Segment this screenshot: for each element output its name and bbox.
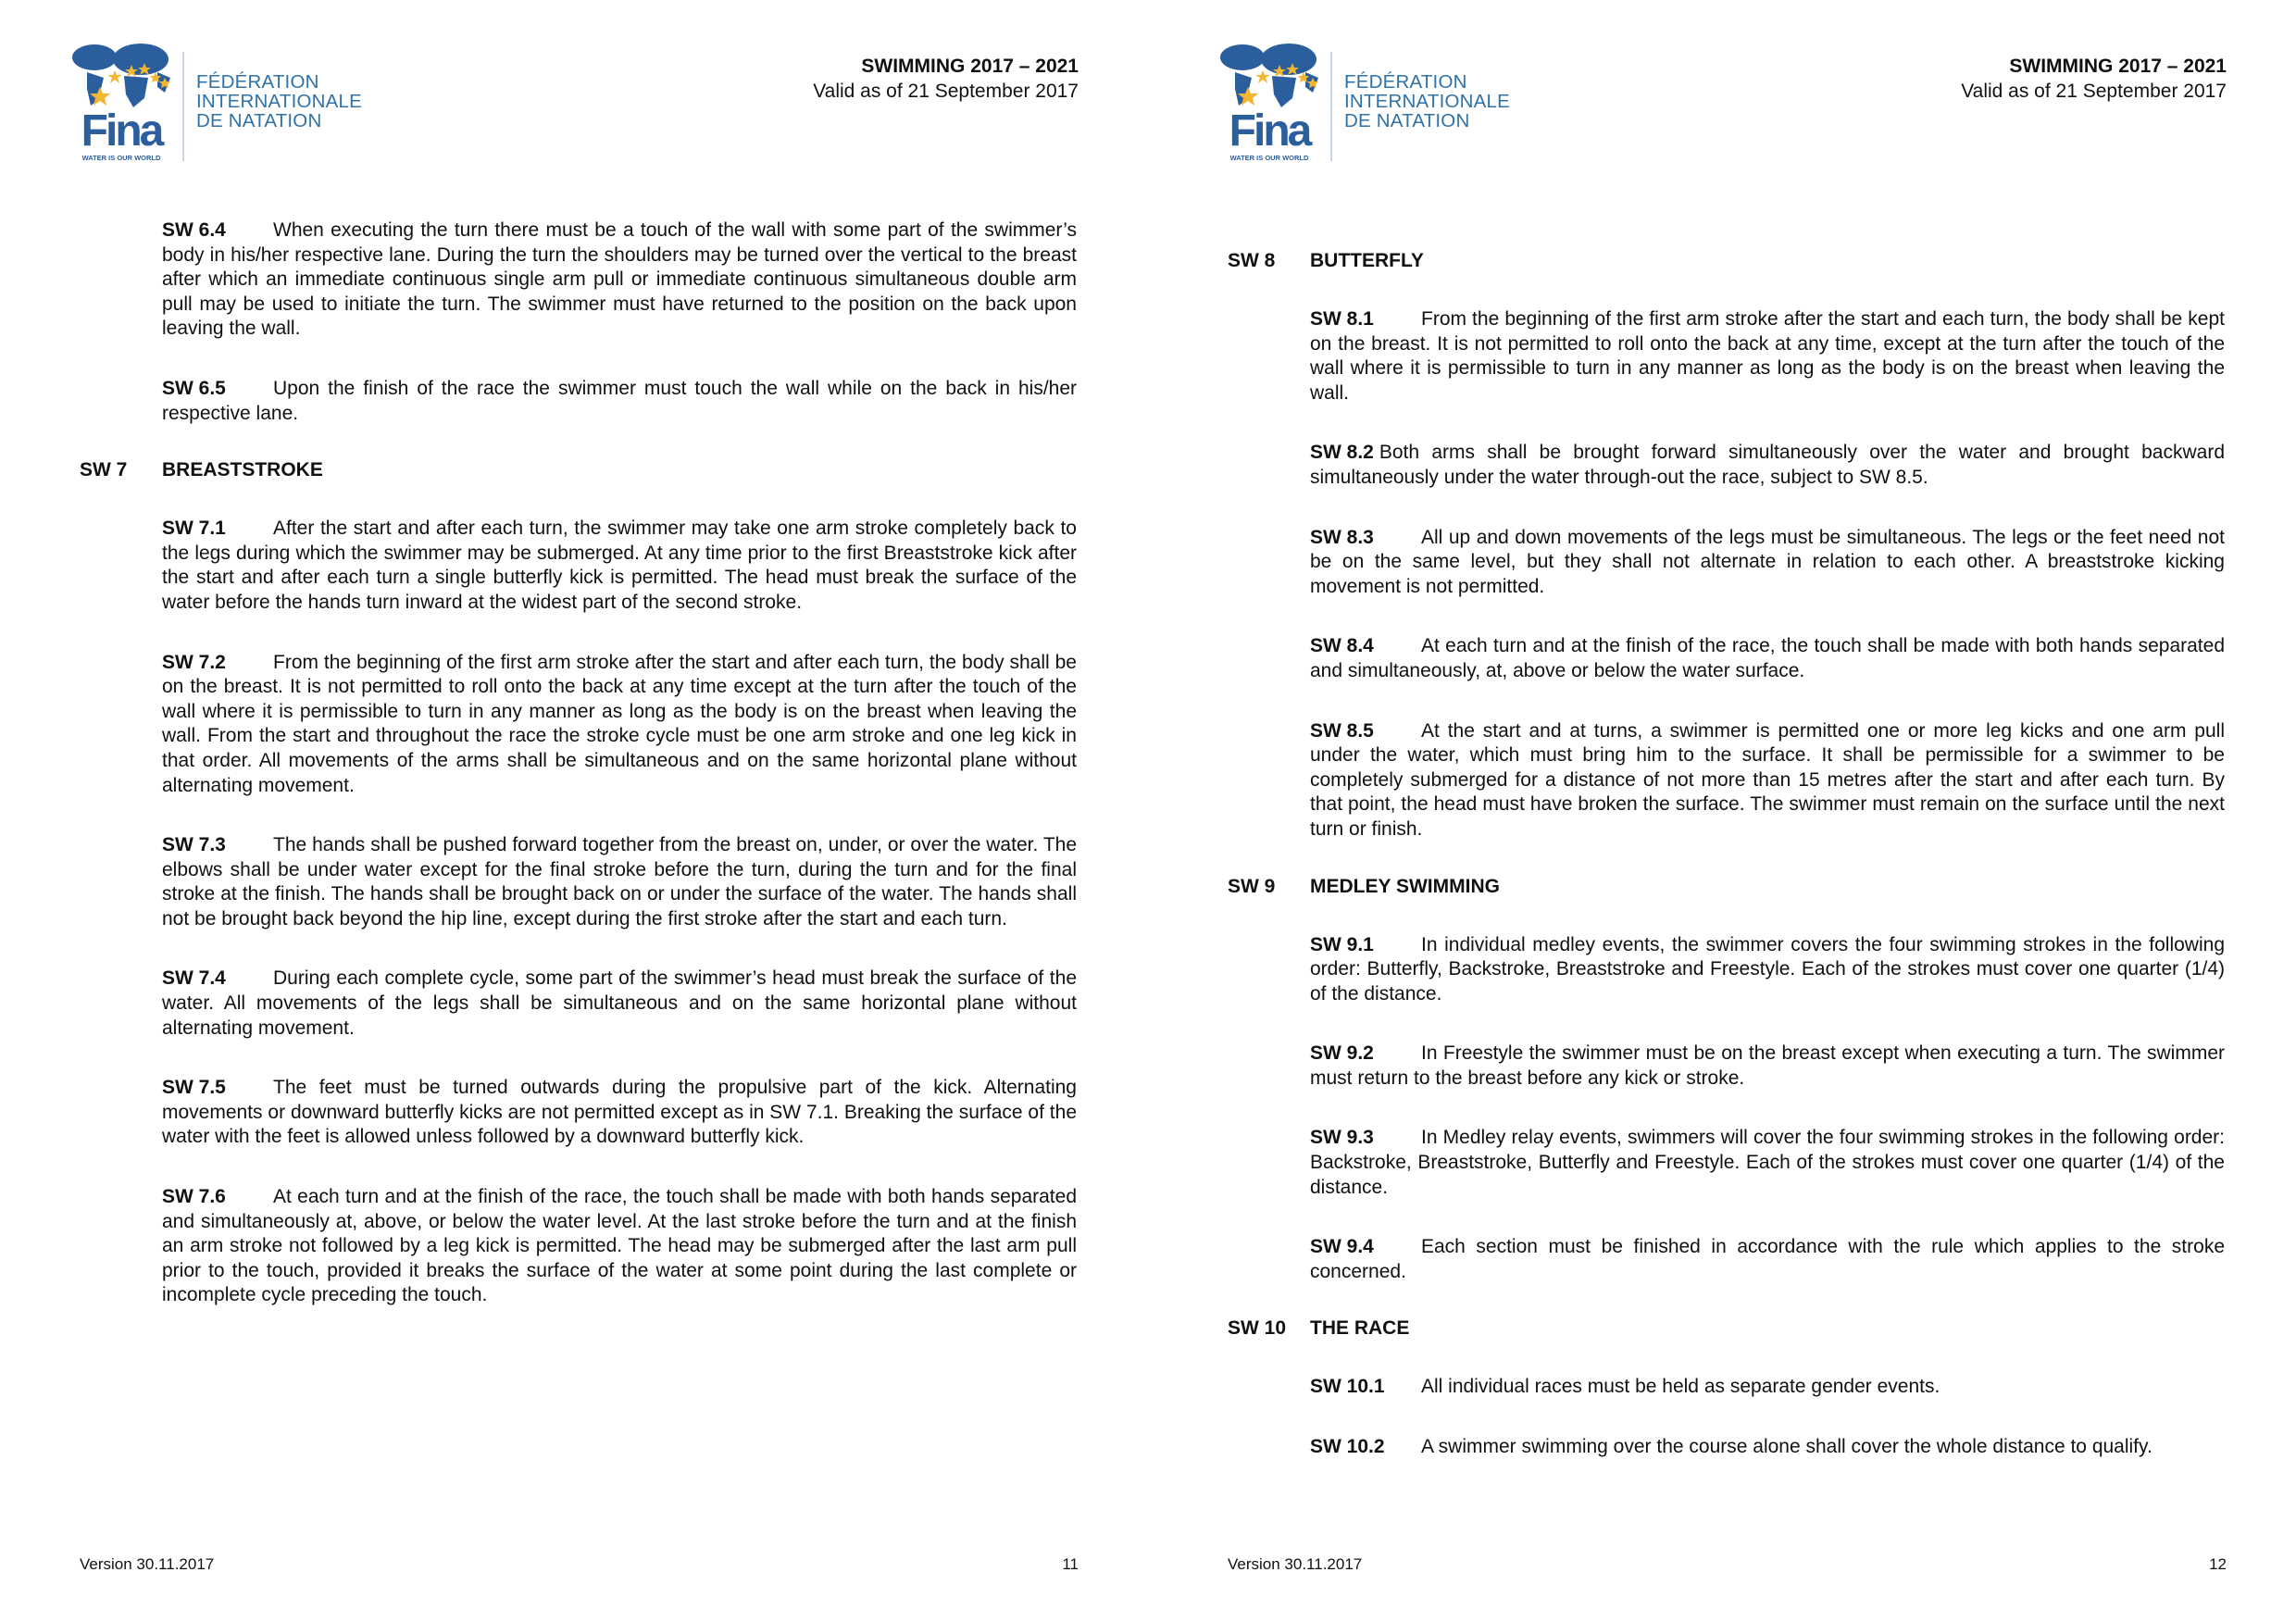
rule-number: SW 9.4	[1310, 1236, 1374, 1258]
fina-globe-logo-icon	[1215, 41, 1324, 163]
section-number: SW 7	[80, 459, 128, 481]
rule-paragraph	[162, 833, 1077, 931]
page-12	[1148, 0, 2296, 1622]
section-number: SW 8	[1228, 250, 1276, 271]
logo-divider	[182, 52, 184, 161]
rule-paragraph	[1310, 441, 2225, 490]
section-title: MEDLEY SWIMMING	[1310, 875, 1500, 897]
rule-number: SW 9.3	[1310, 1127, 1374, 1149]
document-title: SWIMMING 2017 – 2021	[2009, 56, 2227, 77]
rule-text: At each turn and at the finish of the race, the touch shall be made with both hands separated and simultaneously, at, above or below the water surface.	[1310, 635, 2225, 681]
rule-paragraph	[162, 218, 1077, 342]
rule-number: SW 7.6	[162, 1186, 226, 1208]
rule-text: In Freestyle the swimmer must be on the breast except when executing a turn. The swimmer must return to the breast before any kick or stroke.	[1310, 1042, 2225, 1089]
page-number: 11	[1062, 1555, 1079, 1573]
svg-text:Fina: Fina	[81, 106, 162, 156]
validity-date: Valid as of 21 September 2017	[1961, 81, 2227, 102]
rule-text: Each section must be finished in accordance with the rule which applies to the stroke concerned.	[1310, 1236, 2225, 1282]
federation-name	[196, 72, 362, 131]
section-number: SW 10	[1228, 1317, 1287, 1340]
rule-paragraph	[1310, 719, 2225, 842]
rule-number: SW 7.1	[162, 518, 226, 540]
rule-paragraph	[1310, 1435, 2225, 1460]
logo-divider	[1330, 52, 1332, 161]
federation-name-line: DE NATATION	[196, 110, 322, 131]
rule-number: SW 7.4	[162, 967, 226, 990]
rule-paragraph	[1310, 1375, 2225, 1400]
rule-paragraph	[1310, 634, 2225, 683]
section-heading	[1228, 248, 2227, 276]
section-heading	[1228, 1316, 2227, 1343]
rule-text: Both arms shall be brought forward simultaneously over the water and brought backward simultaneously under the water through-out the race, subject to SW 8.5.	[1310, 442, 2225, 488]
rule-number: SW 7.5	[162, 1077, 226, 1099]
rule-text: The feet must be turned outwards during the propulsive part of the kick. Alternating movements or downward butterfly kicks are not permitted except as in SW 7.1. Breaking the surface of the water with the feet is allowed unless followed by a downward butterfly kick.	[162, 1077, 1077, 1148]
rule-paragraph	[162, 1076, 1077, 1150]
federation-name	[1344, 72, 1510, 131]
section-number: SW 9	[1228, 875, 1276, 897]
rule-text: From the beginning of the first arm stroke after the start and each turn, the body shall be kept on the breast. It is not permitted to roll onto the back at any time, except at the turn after the touch of the wall where it is permissible to turn in any manner as long as the body is on the breast when leaving the wall.	[1310, 308, 2225, 404]
document-header	[813, 54, 1079, 104]
rule-paragraph	[1310, 933, 2225, 1007]
rule-number: SW 6.4	[162, 219, 226, 241]
rule-paragraph	[162, 651, 1077, 799]
rule-text: In Medley relay events, swimmers will cover the four swimming strokes in the following order: Backstroke, Breaststroke, Butterfly and Freestyle. Each of the strokes must cover one quarter (1/4) of the distance.	[1310, 1127, 2225, 1198]
rule-text: A swimmer swimming over the course alone shall cover the whole distance to qualify.	[1421, 1436, 2152, 1458]
svg-text:WATER IS OUR WORLD: WATER IS OUR WORLD	[81, 154, 161, 162]
fina-globe-logo-icon	[67, 41, 176, 163]
rule-paragraph	[162, 967, 1077, 1041]
document-header	[1961, 54, 2227, 104]
federation-name-line: DE NATATION	[1344, 110, 1470, 131]
rule-text: From the beginning of the first arm stroke after the start and after each turn, the body shall be on the breast. It is not permitted to roll onto the back at any time except at the turn after the touch of the wall where it is permissible to turn in any manner as long as the body is on the breast when leaving the wall. From the start and throughout the race the stroke cycle must be one arm stroke and one leg kick in that order. All movements of the arms shall be simultaneous and on the same horizontal plane without alternating movement.	[162, 651, 1077, 796]
rule-number: SW 8.1	[1310, 308, 1374, 330]
federation-name-line: INTERNATIONALE	[196, 91, 362, 112]
rule-text: Upon the finish of the race the swimmer must touch the wall while on the back in his/her respective lane.	[162, 377, 1077, 424]
svg-text:Fina: Fina	[1229, 106, 1310, 156]
rule-paragraph	[1310, 526, 2225, 600]
rule-text: At each turn and at the finish of the race, the touch shall be made with both hands separated and simultaneously at, above, or below the water level. At the last stroke before the turn and at the finish an arm stroke not followed by a leg kick is permitted. The head may be submerged after the last arm pull prior to the touch, provided it breaks the surface of the water at some point during the last complete or incomplete cycle preceding the touch.	[162, 1186, 1077, 1306]
rule-paragraph	[162, 377, 1077, 426]
rule-number: SW 8.5	[1310, 719, 1374, 742]
rule-number: SW 10.2	[1310, 1436, 1385, 1458]
rule-number: SW 9.2	[1310, 1042, 1374, 1065]
federation-name-line: FÉDÉRATION	[1344, 71, 1467, 93]
section-title: THE RACE	[1310, 1317, 1410, 1340]
page-number: 12	[2209, 1555, 2227, 1573]
page-content	[80, 218, 1079, 1308]
rule-text: When executing the turn there must be a touch of the wall with some part of the swimmer’s body in his/her respective lane. During the turn the shoulders may be turned over the vertical to the breast after which an immediate continuous single arm pull or immediate continuous simultaneous double arm pull may be used to initiate the turn. The swimmer must have returned to the position on the back upon leaving the wall.	[162, 219, 1077, 340]
rule-text: In individual medley events, the swimmer covers the four swimming strokes in the following order: Butterfly, Backstroke, Breaststroke and Freestyle. Each of the strokes must cover one quarter (1/4) of the distance.	[1310, 933, 2225, 1004]
rule-number: SW 7.2	[162, 651, 226, 673]
page-content	[1228, 248, 2227, 1460]
document-title: SWIMMING 2017 – 2021	[861, 56, 1079, 77]
section-title: BUTTERFLY	[1310, 250, 1424, 271]
rule-text: During each complete cycle, some part of the swimmer’s head must break the surface of the water. All movements of the legs shall be simultaneous and on the same horizontal plane without alternating movement.	[162, 967, 1077, 1039]
section-heading	[1228, 874, 2227, 902]
rule-text: After the start and after each turn, the swimmer may take one arm stroke completely back to the legs during which the swimmer may be submerged. At any time prior to the first Breaststroke kick after the start and after each turn a single butterfly kick is permitted. The head must break the surface of the water before the hands turn inward at the widest part of the second stroke.	[162, 518, 1077, 613]
rule-paragraph	[162, 1185, 1077, 1308]
rule-number: SW 8.2	[1310, 442, 1374, 464]
rule-paragraph	[1310, 1235, 2225, 1284]
rule-paragraph	[1310, 307, 2225, 406]
version-label: Version 30.11.2017	[1228, 1555, 1363, 1573]
rule-number: SW 8.4	[1310, 635, 1374, 657]
version-label: Version 30.11.2017	[80, 1555, 215, 1573]
rule-number: SW 7.3	[162, 834, 226, 856]
fina-logo	[1215, 41, 1511, 163]
rule-text: At the start and at turns, a swimmer is permitted one or more leg kicks and one arm pull under the water, which must bring him to the surface. It shall be permissible for a swimmer to be completely submerged for a distance of not more than 15 metres after the start and after each turn. By that point, the head must have broken the surface. The swimmer must remain on the surface until the next turn or finish.	[1310, 719, 2225, 840]
rule-number: SW 9.1	[1310, 933, 1374, 955]
rule-text: All up and down movements of the legs must be simultaneous. The legs or the feet need not be on the same level, but they shall not alternate in relation to each other. A breaststroke kicking movement is not permitted.	[1310, 526, 2225, 597]
rule-text: The hands shall be pushed forward together from the breast on, under, or over the water. The elbows shall be under water except for the final stroke before the turn, during the turn and for the final stroke at the finish. The hands shall be brought back on or under the surface of the water. The hands shall not be brought back beyond the hip line, except during the first stroke after the start and each turn.	[162, 834, 1077, 930]
validity-date: Valid as of 21 September 2017	[813, 81, 1079, 102]
svg-text:WATER IS OUR WORLD: WATER IS OUR WORLD	[1229, 154, 1309, 162]
rule-text: All individual races must be held as separate gender events.	[1421, 1376, 1940, 1398]
fina-logo	[67, 41, 363, 163]
rule-paragraph	[162, 517, 1077, 615]
rule-paragraph	[1310, 1042, 2225, 1091]
rule-number: SW 10.1	[1310, 1376, 1385, 1398]
rule-number: SW 8.3	[1310, 526, 1374, 548]
rule-number: SW 6.5	[162, 377, 226, 399]
rule-paragraph	[1310, 1126, 2225, 1200]
federation-name-line: INTERNATIONALE	[1344, 91, 1510, 112]
federation-name-line: FÉDÉRATION	[196, 71, 319, 93]
section-heading	[80, 457, 1079, 485]
section-title: BREASTSTROKE	[162, 459, 323, 481]
